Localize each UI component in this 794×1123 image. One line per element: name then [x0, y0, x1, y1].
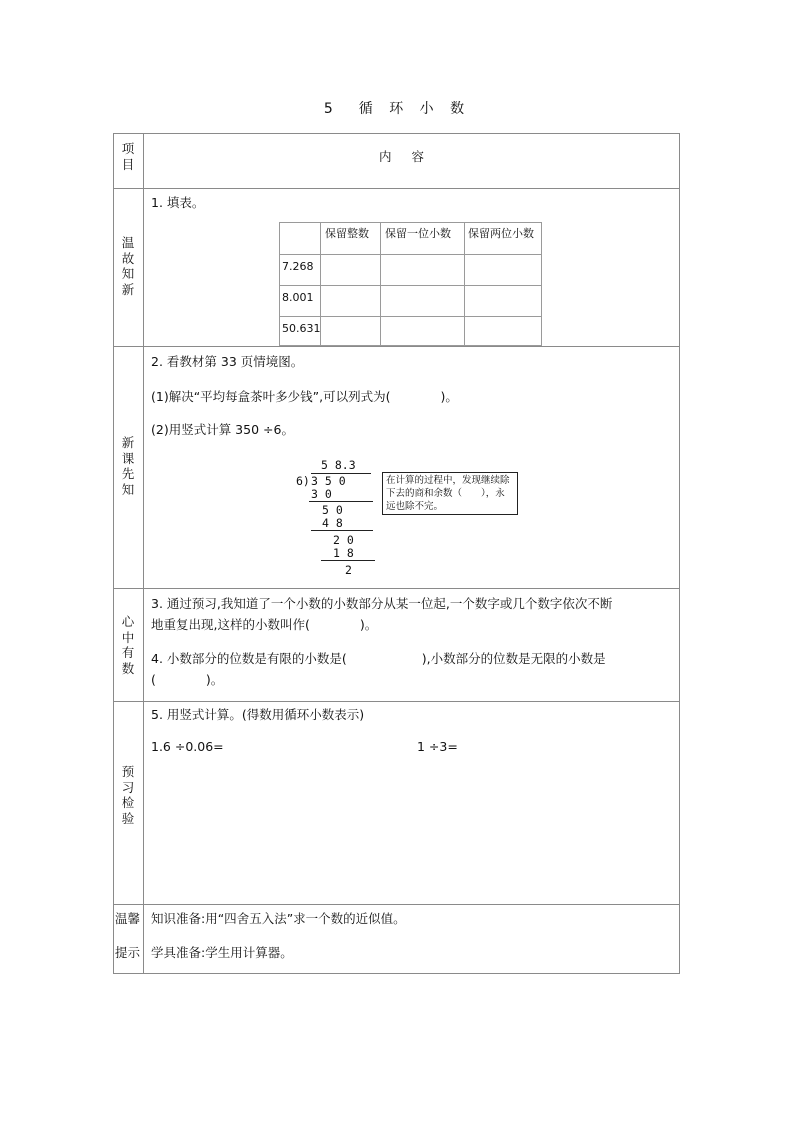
division-note: 在计算的过程中，发现继续除下去的商和余数（ ），永远也除不完。: [382, 472, 518, 515]
question-2-1: (1)解决“平均每盒茶叶多少钱”,可以列式为( )。: [151, 389, 458, 404]
border-col: [143, 133, 144, 974]
tip-1: 知识准备:用“四舍五入法”求一个数的近似值。: [151, 911, 406, 926]
section-label-review: 温故知新: [121, 235, 135, 297]
quotient: 5 8.3: [321, 458, 356, 472]
section-label-new: 新课先知: [121, 435, 135, 497]
ft-line: [279, 345, 542, 346]
border-row4: [113, 701, 680, 702]
col-header: 保留两位小数: [468, 227, 534, 240]
step-3: 4 8: [322, 516, 343, 530]
step-line: [309, 501, 373, 502]
ft-line: [380, 222, 381, 346]
question-2-2: (2)用竖式计算 350 ÷6。: [151, 422, 294, 437]
step-1: 3 0: [311, 487, 332, 501]
border-row2: [113, 346, 680, 347]
ft-line: [464, 222, 465, 346]
border-row5: [113, 904, 680, 905]
border-top: [113, 133, 680, 134]
question-4-line1: 4. 小数部分的位数是有限的小数是( ),小数部分的位数是无限的小数是: [151, 651, 606, 666]
ft-line: [279, 254, 542, 255]
dividend: 3 5 0: [311, 474, 346, 488]
question-1: 1. 填表。: [151, 195, 205, 210]
row-value: 50.631: [282, 322, 321, 335]
fill-table: [279, 222, 542, 346]
step-2: 5 0: [322, 503, 343, 517]
ft-line: [279, 222, 280, 346]
col-header: 保留整数: [325, 227, 369, 240]
border-bottom: [113, 973, 680, 974]
ft-line: [541, 222, 542, 346]
page-title: 5 循 环 小 数: [323, 101, 471, 117]
section-label-check: 预习检验: [121, 764, 135, 826]
border-row3: [113, 588, 680, 589]
worksheet-table: [113, 133, 680, 974]
tips-label-top: 温馨: [115, 911, 141, 926]
step-line: [321, 560, 375, 561]
question-3-line1: 3. 通过预习,我知道了一个小数的小数部分从某一位起,一个数字或几个数字依次不断: [151, 596, 613, 611]
ft-line: [279, 222, 542, 223]
question-3-line2: 地重复出现,这样的小数叫作( )。: [151, 617, 378, 632]
tip-2: 学具准备:学生用计算器。: [151, 945, 293, 960]
step-6: 2: [345, 563, 352, 577]
border-right: [679, 133, 680, 974]
divisor: 6): [296, 474, 310, 488]
item-header: 项目: [121, 141, 135, 172]
question-2: 2. 看教材第 33 页情境图。: [151, 354, 304, 369]
expression-2: 1 ÷3=: [417, 739, 458, 754]
col-header: 保留一位小数: [385, 227, 451, 240]
step-line: [311, 530, 373, 531]
step-4: 2 0: [333, 533, 354, 547]
question-4-line2: ( )。: [151, 672, 224, 687]
content-header: 内容: [378, 149, 444, 164]
row-value: 7.268: [282, 260, 314, 273]
question-5: 5. 用竖式计算。(得数用循环小数表示): [151, 707, 365, 722]
ft-line: [279, 316, 542, 317]
expression-1: 1.6 ÷0.06=: [151, 739, 224, 754]
step-5: 1 8: [333, 546, 354, 560]
row-value: 8.001: [282, 291, 314, 304]
border-row1: [113, 188, 680, 189]
ft-line: [279, 285, 542, 286]
section-label-mind: 心中有数: [121, 614, 135, 676]
tips-label-bottom: 提示: [115, 945, 141, 960]
